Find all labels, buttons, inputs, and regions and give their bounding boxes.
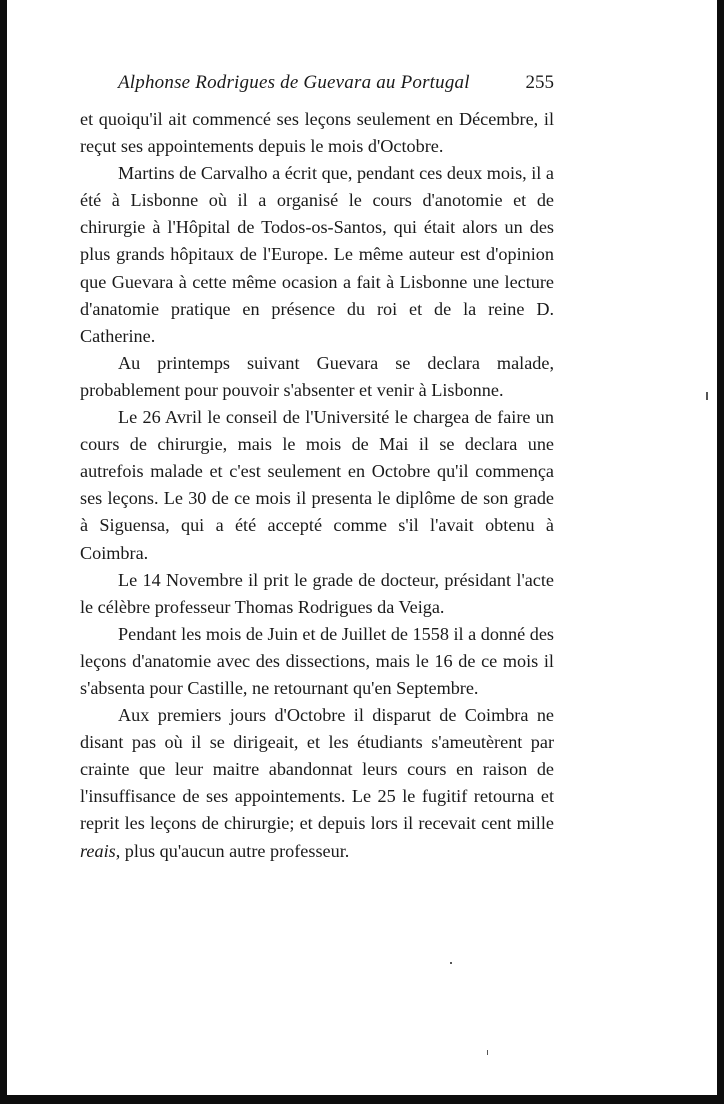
- paragraph-7: [80, 702, 554, 865]
- scan-border-bottom: [0, 1095, 724, 1104]
- scan-speck: [487, 1050, 488, 1055]
- paragraph-7-text-start: Aux premiers jours d'Octobre il disparut de Coimbra ne disant pas où il se dirigeait, et les étudiants s'ameutèrent par crainte que leur maitre abandonnat leurs cours en raison de l'insuffisance de ses appointements. Le 25 le fugitif retourna et reprit les leçons de chirurgie; et depuis lors il recevait cent mille: [80, 705, 554, 834]
- paragraph-7-italic-word: reais: [80, 840, 116, 861]
- scan-border-right: [717, 0, 724, 1104]
- paragraph-4: Le 26 Avril le conseil de l'Université le chargea de faire un cours de chirurgie, mais le mois de Mai il se declara une autrefois malade et c'est seulement en Octobre qu'il commença ses leçons. Le 30 de ce mois il presenta le diplôme de son grade à Siguensa, qui a été accepté comme s'il l'avait obtenu à Coimbra.: [80, 407, 554, 563]
- running-title: Alphonse Rodrigues de Guevara au Portugal: [118, 72, 470, 93]
- scan-speck: [450, 962, 452, 964]
- paragraph-5: Le 14 Novembre il prit le grade de docteur, présidant l'acte le célèbre professeur Thomas Rodrigues da Veiga.: [80, 569, 554, 617]
- scan-border-left: [0, 0, 7, 1104]
- paragraph-2: Martins de Carvalho a écrit que, pendant ces deux mois, il a été à Lisbonne où il a organisé le cours d'anotomie et de chirurgie à l'Hôpital de Todos-os-Santos, qui était alors un des plus grands hôpitaux de l'Europe. Le même auteur est d'opinion que Guevara à cette même ocasion a fait à Lisbonne une lecture d'anatomie pratique en présence du roi et de la reine D. Catherine.: [80, 163, 554, 346]
- paragraph-1: et quoiqu'il ait commencé ses leçons seulement en Décembre, il reçut ses appointements depuis le mois d'Octobre.: [80, 109, 554, 157]
- book-page: [80, 66, 554, 865]
- paragraph-3: Au printemps suivant Guevara se declara malade, probablement pour pouvoir s'absenter et venir à Lisbonne.: [80, 352, 554, 400]
- running-head: [80, 66, 554, 106]
- paragraph-6: Pendant les mois de Juin et de Juillet de 1558 il a donné des leçons d'anatomie avec des dissections, mais le 16 de ce mois il s'absenta pour Castille, ne retournant qu'en Septembre.: [80, 623, 554, 698]
- scan-speck: [706, 392, 708, 400]
- paragraph-7-text-end: , plus qu'aucun autre professeur.: [115, 840, 350, 861]
- page-number: 255: [525, 72, 554, 93]
